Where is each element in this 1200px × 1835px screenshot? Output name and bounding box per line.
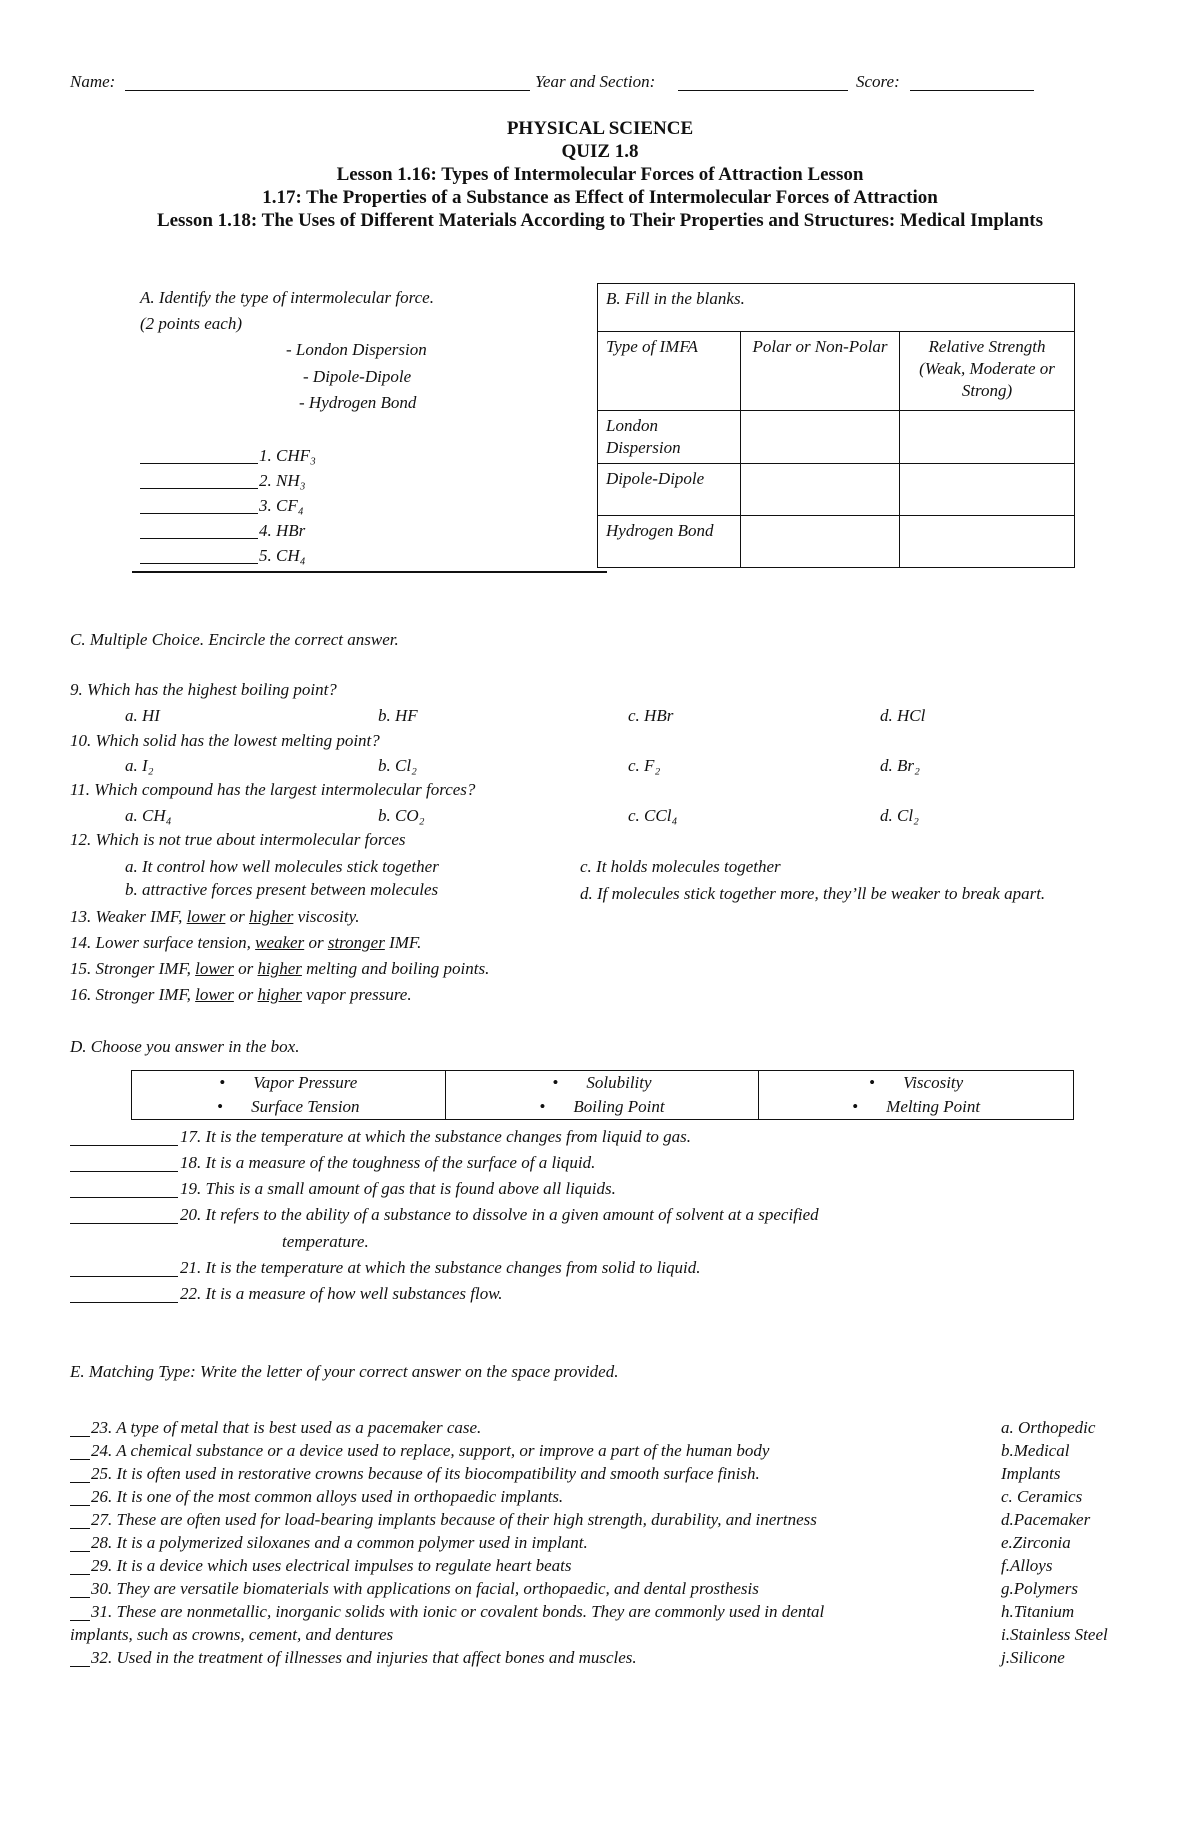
- section-b-title: B. Fill in the blanks.: [598, 284, 1075, 332]
- answer-blank[interactable]: [70, 1528, 90, 1529]
- answer-j: j.Silicone: [1001, 1648, 1065, 1667]
- q11-option-c[interactable]: c. CCl₄: [628, 806, 678, 825]
- item-27: 27. These are often used for load-bearing implants because of their high strength, durability, and inertness: [91, 1510, 817, 1529]
- q9-text: 9. Which has the highest boiling point?: [70, 680, 337, 699]
- section-a-rule: [132, 571, 607, 573]
- q12-option-d[interactable]: d. If molecules stick together more, they’ll be weaker to break apart.: [580, 884, 1046, 903]
- section-d-title: D. Choose you answer in the box.: [70, 1037, 300, 1056]
- q12-option-c[interactable]: c. It holds molecules together: [580, 857, 781, 876]
- q11-option-b[interactable]: b. CO₂: [378, 806, 425, 825]
- item-3: 3. CF₄: [259, 496, 304, 515]
- box-cell: [759, 1071, 1074, 1120]
- item-4: 4. HBr: [259, 521, 306, 540]
- col-header-polarity: Polar or Non-Polar: [741, 332, 900, 411]
- item-19: 19. This is a small amount of gas that is found above all liquids.: [180, 1179, 616, 1198]
- answer-blank[interactable]: [140, 513, 258, 514]
- year-section-field[interactable]: [678, 90, 848, 91]
- section-c-title: C. Multiple Choice. Encircle the correct answer.: [70, 630, 399, 649]
- answer-blank[interactable]: [70, 1551, 90, 1552]
- answer-blank[interactable]: [70, 1302, 178, 1303]
- box-option-melting-point: • Melting Point: [759, 1095, 1073, 1119]
- q14-text: 14. Lower surface tension, weaker or stronger IMF.: [70, 933, 422, 952]
- box-option-solubility: • Solubility: [446, 1071, 759, 1095]
- item-5: 5. CH₄: [259, 546, 306, 565]
- item-23: 23. A type of metal that is best used as a pacemaker case.: [91, 1418, 482, 1437]
- subject-title: PHYSICAL SCIENCE: [506, 118, 694, 139]
- score-label: Score:: [856, 72, 900, 91]
- name-label: Name:: [70, 72, 116, 91]
- answer-i: i.Stainless Steel: [1001, 1625, 1108, 1644]
- box-cell: [132, 1071, 446, 1120]
- row-hydrogen: Hydrogen Bond: [598, 516, 741, 568]
- answer-blank[interactable]: [70, 1276, 178, 1277]
- answer-d: d.Pacemaker: [1001, 1510, 1091, 1529]
- q10-option-a[interactable]: a. I₂: [125, 756, 154, 775]
- choice-hydrogen: - Hydrogen Bond: [299, 393, 417, 412]
- answer-blank[interactable]: [70, 1574, 90, 1575]
- answer-blank[interactable]: [70, 1505, 90, 1506]
- lesson-title-3: Lesson 1.18: The Uses of Different Materials According to Their Properties and Structures: Medical Implants: [156, 210, 1044, 231]
- q13-option-higher[interactable]: higher: [248, 907, 294, 926]
- q12-option-a[interactable]: a. It control how well molecules stick together: [125, 857, 439, 876]
- q16-option-higher[interactable]: higher: [257, 985, 302, 1004]
- box-option-boiling-point: • Boiling Point: [446, 1095, 759, 1119]
- q9-option-a[interactable]: a. HI: [125, 706, 160, 725]
- item-21: 21. It is the temperature at which the substance changes from solid to liquid.: [180, 1258, 701, 1277]
- item-32: 32. Used in the treatment of illnesses and injuries that affect bones and muscles.: [91, 1648, 637, 1667]
- q15-text: 15. Stronger IMF, lower or higher melting and boiling points.: [70, 959, 490, 978]
- answer-c: c. Ceramics: [1001, 1487, 1083, 1506]
- item-31: 31. These are nonmetallic, inorganic solids with ionic or covalent bonds. They are commonly used in dental: [91, 1602, 825, 1621]
- answer-blank[interactable]: [70, 1436, 90, 1437]
- box-option-surface-tension: • Surface Tension: [132, 1095, 445, 1119]
- q9-option-c[interactable]: c. HBr: [628, 706, 674, 725]
- answer-g: g.Polymers: [1001, 1579, 1078, 1598]
- item-2: 2. NH₃: [259, 471, 306, 490]
- answer-blank[interactable]: [70, 1459, 90, 1460]
- item-29: 29. It is a device which uses electrical impulses to regulate heart beats: [91, 1556, 572, 1575]
- polarity-cell[interactable]: [741, 411, 900, 464]
- q15-option-higher[interactable]: higher: [257, 959, 302, 978]
- row-london: London Dispersion: [598, 411, 741, 464]
- answer-e: e.Zirconia: [1001, 1533, 1071, 1552]
- row-dipole: Dipole-Dipole: [598, 464, 741, 516]
- answer-f: f.Alloys: [1001, 1556, 1053, 1575]
- item-28: 28. It is a polymerized siloxanes and a common polymer used in implant.: [91, 1533, 588, 1552]
- answer-blank[interactable]: [140, 463, 258, 464]
- q10-option-c[interactable]: c. F₂: [628, 756, 661, 775]
- item-31-continued: implants, such as crowns, cement, and dentures: [70, 1625, 394, 1644]
- section-b-table: [597, 283, 1075, 568]
- score-field[interactable]: [910, 90, 1034, 91]
- section-a-points: (2 points each): [140, 314, 242, 333]
- answer-a: a. Orthopedic: [1001, 1418, 1096, 1437]
- q9-option-d[interactable]: d. HCl: [880, 706, 926, 725]
- answer-b-continued: Implants: [1001, 1464, 1061, 1483]
- answer-blank[interactable]: [70, 1666, 90, 1667]
- section-a-title: A. Identify the type of intermolecular force.: [140, 288, 434, 307]
- lesson-title-1: Lesson 1.16: Types of Intermolecular Forces of Attraction Lesson: [336, 164, 864, 185]
- q12-option-b[interactable]: b. attractive forces present between molecules: [125, 880, 439, 899]
- col-header-type: Type of IMFA: [598, 332, 741, 411]
- lesson-title-2: 1.17: The Properties of a Substance as Effect of Intermolecular Forces of Attraction: [262, 187, 938, 208]
- q14-option-weaker[interactable]: weaker: [255, 933, 305, 952]
- polarity-cell[interactable]: [741, 464, 900, 516]
- item-18: 18. It is a measure of the toughness of the surface of a liquid.: [180, 1153, 596, 1172]
- strength-cell[interactable]: [900, 516, 1075, 568]
- polarity-cell[interactable]: [741, 516, 900, 568]
- q16-text: 16. Stronger IMF, lower or higher vapor pressure.: [70, 985, 412, 1004]
- item-22: 22. It is a measure of how well substances flow.: [180, 1284, 503, 1303]
- answer-blank[interactable]: [70, 1171, 178, 1172]
- q10-option-b[interactable]: b. Cl₂: [378, 756, 417, 775]
- answer-blank[interactable]: [70, 1482, 90, 1483]
- answer-h: h.Titanium: [1001, 1602, 1075, 1621]
- item-20-continued: temperature.: [282, 1232, 369, 1251]
- item-26: 26. It is one of the most common alloys used in orthopaedic implants.: [91, 1487, 564, 1506]
- col-header-strength: Relative Strength (Weak, Moderate or Strong): [900, 332, 1075, 411]
- quiz-title: QUIZ 1.8: [561, 141, 639, 162]
- item-24: 24. A chemical substance or a device used to replace, support, or improve a part of the human body: [91, 1441, 770, 1460]
- answer-box: [131, 1070, 1074, 1120]
- box-option-viscosity: • Viscosity: [759, 1071, 1073, 1095]
- answer-blank[interactable]: [140, 563, 258, 564]
- q11-option-d[interactable]: d. Cl₂: [880, 806, 919, 825]
- q16-option-lower[interactable]: lower: [195, 985, 234, 1004]
- choice-dipole: - Dipole-Dipole: [303, 367, 412, 386]
- item-17: 17. It is the temperature at which the substance changes from liquid to gas.: [180, 1127, 692, 1146]
- q10-text: 10. Which solid has the lowest melting point?: [70, 731, 380, 750]
- q15-option-lower[interactable]: lower: [195, 959, 234, 978]
- strength-cell[interactable]: [900, 464, 1075, 516]
- item-30: 30. They are versatile biomaterials with applications on facial, orthopaedic, and dental prosthesis: [91, 1579, 759, 1598]
- answer-blank[interactable]: [70, 1145, 178, 1146]
- year-section-label: Year and Section:: [535, 72, 656, 91]
- answer-blank[interactable]: [70, 1620, 90, 1621]
- q14-option-stronger[interactable]: stronger: [327, 933, 385, 952]
- box-option-vapor-pressure: • Vapor Pressure: [132, 1071, 445, 1095]
- item-20: 20. It refers to the ability of a substance to dissolve in a given amount of solvent at a specified: [180, 1205, 819, 1224]
- section-e-title: E. Matching Type: Write the letter of your correct answer on the space provided.: [70, 1362, 619, 1381]
- item-1: 1. CHF₃: [259, 446, 316, 465]
- answer-blank[interactable]: [140, 538, 258, 539]
- q12-text: 12. Which is not true about intermolecular forces: [70, 830, 406, 849]
- box-cell: [445, 1071, 759, 1120]
- q10-option-d[interactable]: d. Br₂: [880, 756, 920, 775]
- answer-blank[interactable]: [70, 1597, 90, 1598]
- item-25: 25. It is often used in restorative crowns because of its biocompatibility and smooth surface finish.: [91, 1464, 760, 1483]
- answer-b: b.Medical: [1001, 1441, 1070, 1460]
- answer-blank[interactable]: [140, 488, 258, 489]
- q13-text: 13. Weaker IMF, lower or higher viscosity.: [70, 907, 360, 926]
- q9-option-b[interactable]: b. HF: [378, 706, 418, 725]
- choice-london: - London Dispersion: [286, 340, 427, 359]
- answer-blank[interactable]: [70, 1223, 178, 1224]
- q11-option-a[interactable]: a. CH₄: [125, 806, 172, 825]
- answer-blank[interactable]: [70, 1197, 178, 1198]
- strength-cell[interactable]: [900, 411, 1075, 464]
- name-field[interactable]: [125, 90, 530, 91]
- q11-text: 11. Which compound has the largest intermolecular forces?: [70, 780, 476, 799]
- q13-option-lower[interactable]: lower: [186, 907, 226, 926]
